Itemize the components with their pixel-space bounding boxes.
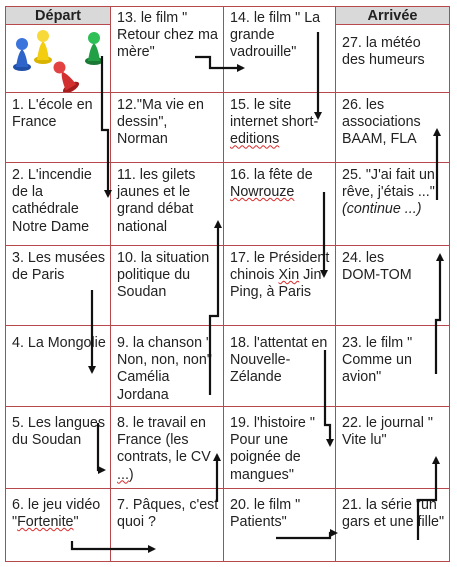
cell-17-text [230,250,331,302]
cell-13 [110,6,224,93]
cell-5-text: 5. Les langues du Soudan [12,415,105,449]
yellow-pawn-icon [34,30,52,64]
cell-27 [335,24,450,93]
cell-24 [335,245,450,326]
cell-6 [5,488,111,562]
cell-17 [223,245,336,326]
cell-24-text: 24. les DOM-TOM [342,250,412,284]
cell-16-text-b: Nowrouze [230,184,295,201]
cell-8-text-b: ... [117,466,129,483]
cell-25 [335,162,450,246]
cell-1-text: 1. L'école en France [12,97,93,131]
board-game-pawns-icon [10,27,110,93]
cell-15-text [230,97,331,149]
cell-27-text: 27. la météo des humeurs [342,35,425,69]
cell-21 [335,488,450,562]
cell-15-text-b: editions [230,131,280,148]
cell-8 [110,406,224,489]
cell-25-text [342,167,445,219]
cell-18-text: 18. l'attentat en Nouvelle-Zélande [230,335,328,386]
cell-23-text: 23. le film " Comme un avion" [342,335,413,386]
blue-pawn-icon [13,38,31,71]
depart-cell [5,6,111,25]
cell-9 [110,325,224,407]
cell-2-text: 2. L'incendie de la cathédrale Notre Dame [12,167,92,235]
cell-20-text: 20. le film " Patients" [230,497,301,531]
cell-17-text-c: Jin Ping, à Paris [230,267,322,301]
cell-15-text-a: 15. le site internet short- [230,97,319,131]
cell-23 [335,325,450,407]
cell-14-text: 14. le film " La grande vadrouille" [230,10,321,61]
cell-16-text-a: 16. la fête de [230,167,313,183]
cell-12-text: 12."Ma vie en dessin", Norman [117,97,204,148]
cell-10 [110,245,224,326]
cell-7 [110,488,224,562]
cell-26-text: 26. les associations BAAM, FLA [342,97,421,148]
cell-26 [335,92,450,163]
cell-21-text: 21. la série "un gars et une fille" [342,497,445,531]
cell-8-text-c: ) [128,466,134,483]
cell-12 [110,92,224,163]
cell-6-text-c: " [73,514,79,531]
cell-9-text: 9. la chanson " Non, non, non" Camélia Jordana [117,335,212,403]
cell-1 [5,92,111,163]
red-pawn-icon [49,58,81,93]
cell-13-text: 13. le film " Retour chez ma mère" [117,10,218,61]
cell-5 [5,406,111,489]
cell-3-text: 3. Les musées de Paris [12,250,105,284]
cell-25-text-a: 25. "J'ai fait un rêve, j'étais ..." [342,167,435,201]
cell-17-text-a: 17. le Président chinois [230,250,330,284]
pawns-cell [5,24,111,93]
cell-25-text-b: (continue ...) [342,201,422,218]
cell-19 [223,406,336,489]
cell-16 [223,162,336,246]
cell-22-text: 22. le journal " Vite lu" [342,415,433,449]
cell-14 [223,6,336,93]
cell-8-text [117,415,219,484]
cell-18 [223,325,336,407]
cell-3 [5,245,111,326]
cell-11 [110,162,224,246]
green-pawn-icon [85,32,103,65]
cell-6-text [12,497,106,531]
cell-16-text [230,167,331,201]
cell-20 [223,488,336,562]
cell-10-text: 10. la situation politique du Soudan [117,250,210,301]
cell-7-text: 7. Pâques, c'est quoi ? [117,497,219,531]
arrivee-cell [335,6,450,25]
arrivee-label: Arrivée [367,8,418,24]
cell-4 [5,325,111,407]
cell-4-text: 4. La Mongolie [12,335,106,351]
cell-6-text-a: 6. le jeu vidéo " [12,497,101,531]
cell-17-text-b: Xin [278,267,300,284]
cell-22 [335,406,450,489]
depart-label: Départ [35,8,81,24]
cell-6-text-b: Fortenite [17,514,74,531]
cell-11-text: 11. les gilets jaunes et le grand débat national [117,167,196,235]
cell-15 [223,92,336,163]
cell-19-text: 19. l'histoire " Pour une poignée de mangues" [230,415,315,483]
cell-8-text-a: 8. le travail en France (les contrats, le CV [117,415,211,466]
cell-2 [5,162,111,246]
